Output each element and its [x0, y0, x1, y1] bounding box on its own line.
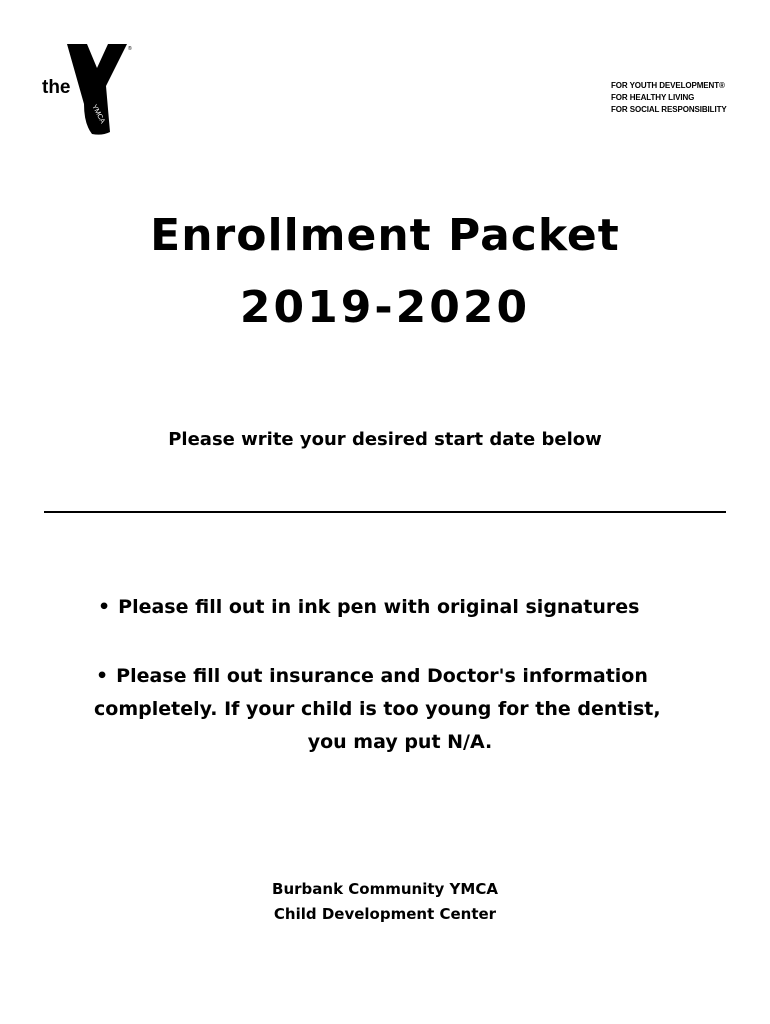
- ymca-logo: [40, 40, 140, 140]
- logo-wordmark: the: [42, 77, 71, 98]
- list-item: [84, 660, 696, 759]
- logo-ymca-text: YMCA: [90, 103, 106, 125]
- start-date-instruction: Please write your desired start date below: [168, 429, 602, 450]
- bullet-icon: •: [98, 596, 111, 618]
- page-title: Enrollment Packet: [150, 210, 620, 261]
- tagline: [611, 80, 727, 116]
- bullet-icon: •: [96, 665, 109, 687]
- tagline-line: FOR SOCIAL RESPONSIBILITY: [611, 105, 727, 114]
- list-item: [98, 596, 639, 618]
- list-item-text: you may put N/A.: [307, 731, 493, 753]
- department-name: Child Development Center: [273, 905, 497, 923]
- tagline-line: FOR HEALTHY LIVING: [611, 93, 695, 102]
- registered-mark: ®: [128, 46, 132, 52]
- tagline-line: FOR YOUTH DEVELOPMENT®: [611, 81, 725, 90]
- list-item-text: Please fill out in ink pen with original signatures: [118, 596, 640, 618]
- start-date-line[interactable]: [44, 511, 726, 513]
- list-item-text: Please fill out insurance and Doctor's information: [116, 665, 648, 687]
- y-shape: [67, 44, 127, 135]
- footer: [0, 877, 770, 927]
- organization-name: Burbank Community YMCA: [272, 880, 498, 898]
- school-year: 2019-2020: [239, 282, 531, 333]
- list-item-text: completely. If your child is too young for the dentist,: [94, 698, 661, 720]
